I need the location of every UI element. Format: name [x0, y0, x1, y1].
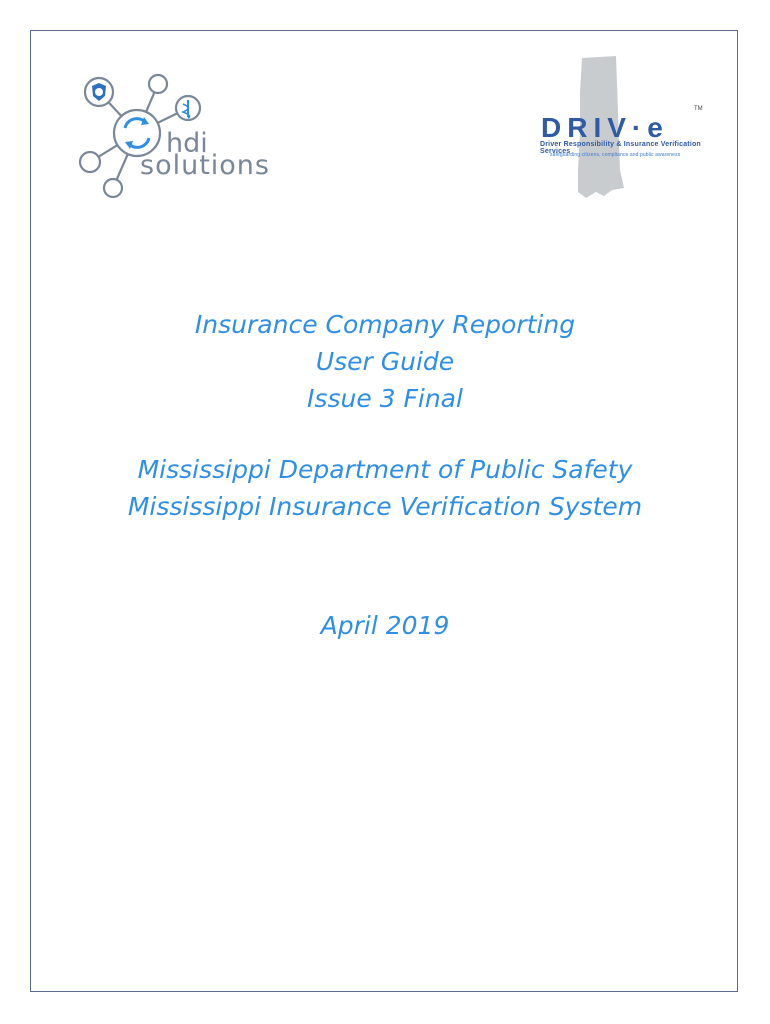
document-title: Insurance Company Reporting	[194, 310, 576, 339]
trademark-mark: TM	[694, 106, 703, 112]
drive-subline: safeguarding citizens, compliance and public awareness	[550, 152, 681, 158]
document-date: April 2019	[320, 611, 450, 640]
solutions-logo-text: solutions	[140, 150, 270, 181]
document-subtitle: User Guide	[315, 347, 455, 376]
cover-title-block	[0, 306, 770, 644]
drive-tagline: Driver Responsibility & Insurance Verification Services	[540, 141, 701, 155]
organization-system: Mississippi Insurance Verification System	[127, 492, 643, 521]
document-issue: Issue 3 Final	[307, 384, 463, 413]
organization-department: Mississippi Department of Public Safety	[137, 455, 633, 484]
hdi-logo-text: hdi	[166, 128, 208, 159]
drive-wordmark: DRIV·e	[541, 112, 669, 143]
